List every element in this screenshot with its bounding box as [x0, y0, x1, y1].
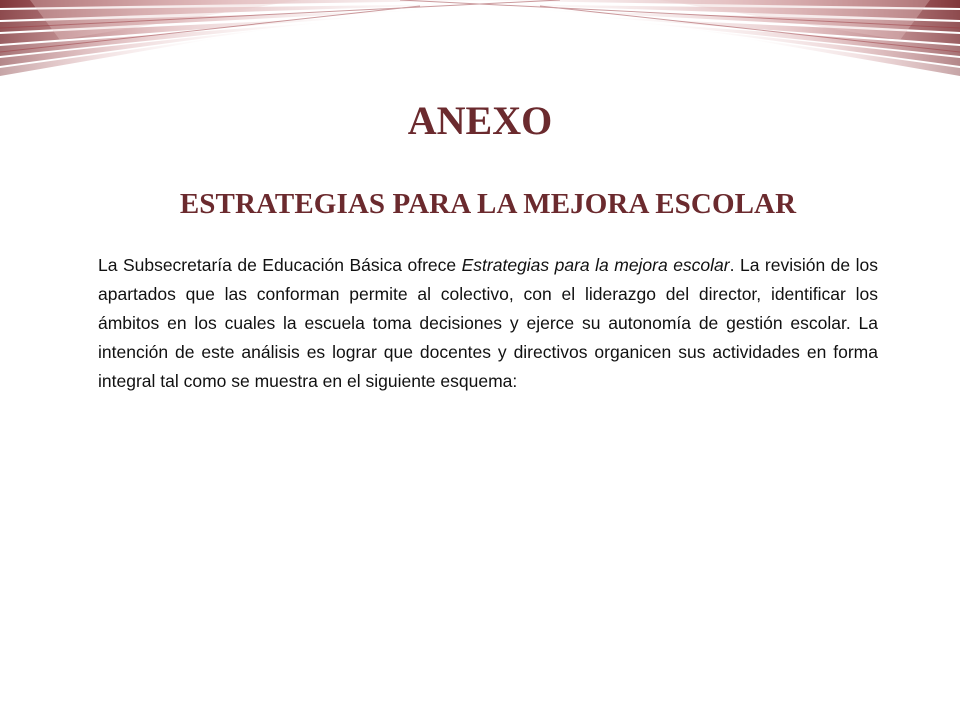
banner-left-stripes: [0, 0, 520, 76]
decorative-banner: [0, 0, 960, 90]
paragraph-lead: La Subsecretaría de Educación Básica ofrece: [98, 255, 462, 275]
body-paragraph: [98, 251, 878, 396]
paragraph-rest: . La revisión de los apartados que las conforman permite al colectivo, con el liderazgo del director, identificar los ámbitos en los cuales la escuela toma decisiones y ejerce su autonomía de gestión escolar. La intención de este análisis es lograr que docentes y directivos organicen sus actividades en forma integral tal como se muestra en el siguiente esquema:: [98, 255, 878, 391]
banner-right-stripes: [440, 0, 960, 76]
page-subtitle: ESTRATEGIAS PARA LA MEJORA ESCOLAR: [179, 188, 797, 220]
paragraph-emphasis: Estrategias para la mejora escolar: [461, 255, 730, 275]
page-title: ANEXO: [407, 98, 553, 143]
